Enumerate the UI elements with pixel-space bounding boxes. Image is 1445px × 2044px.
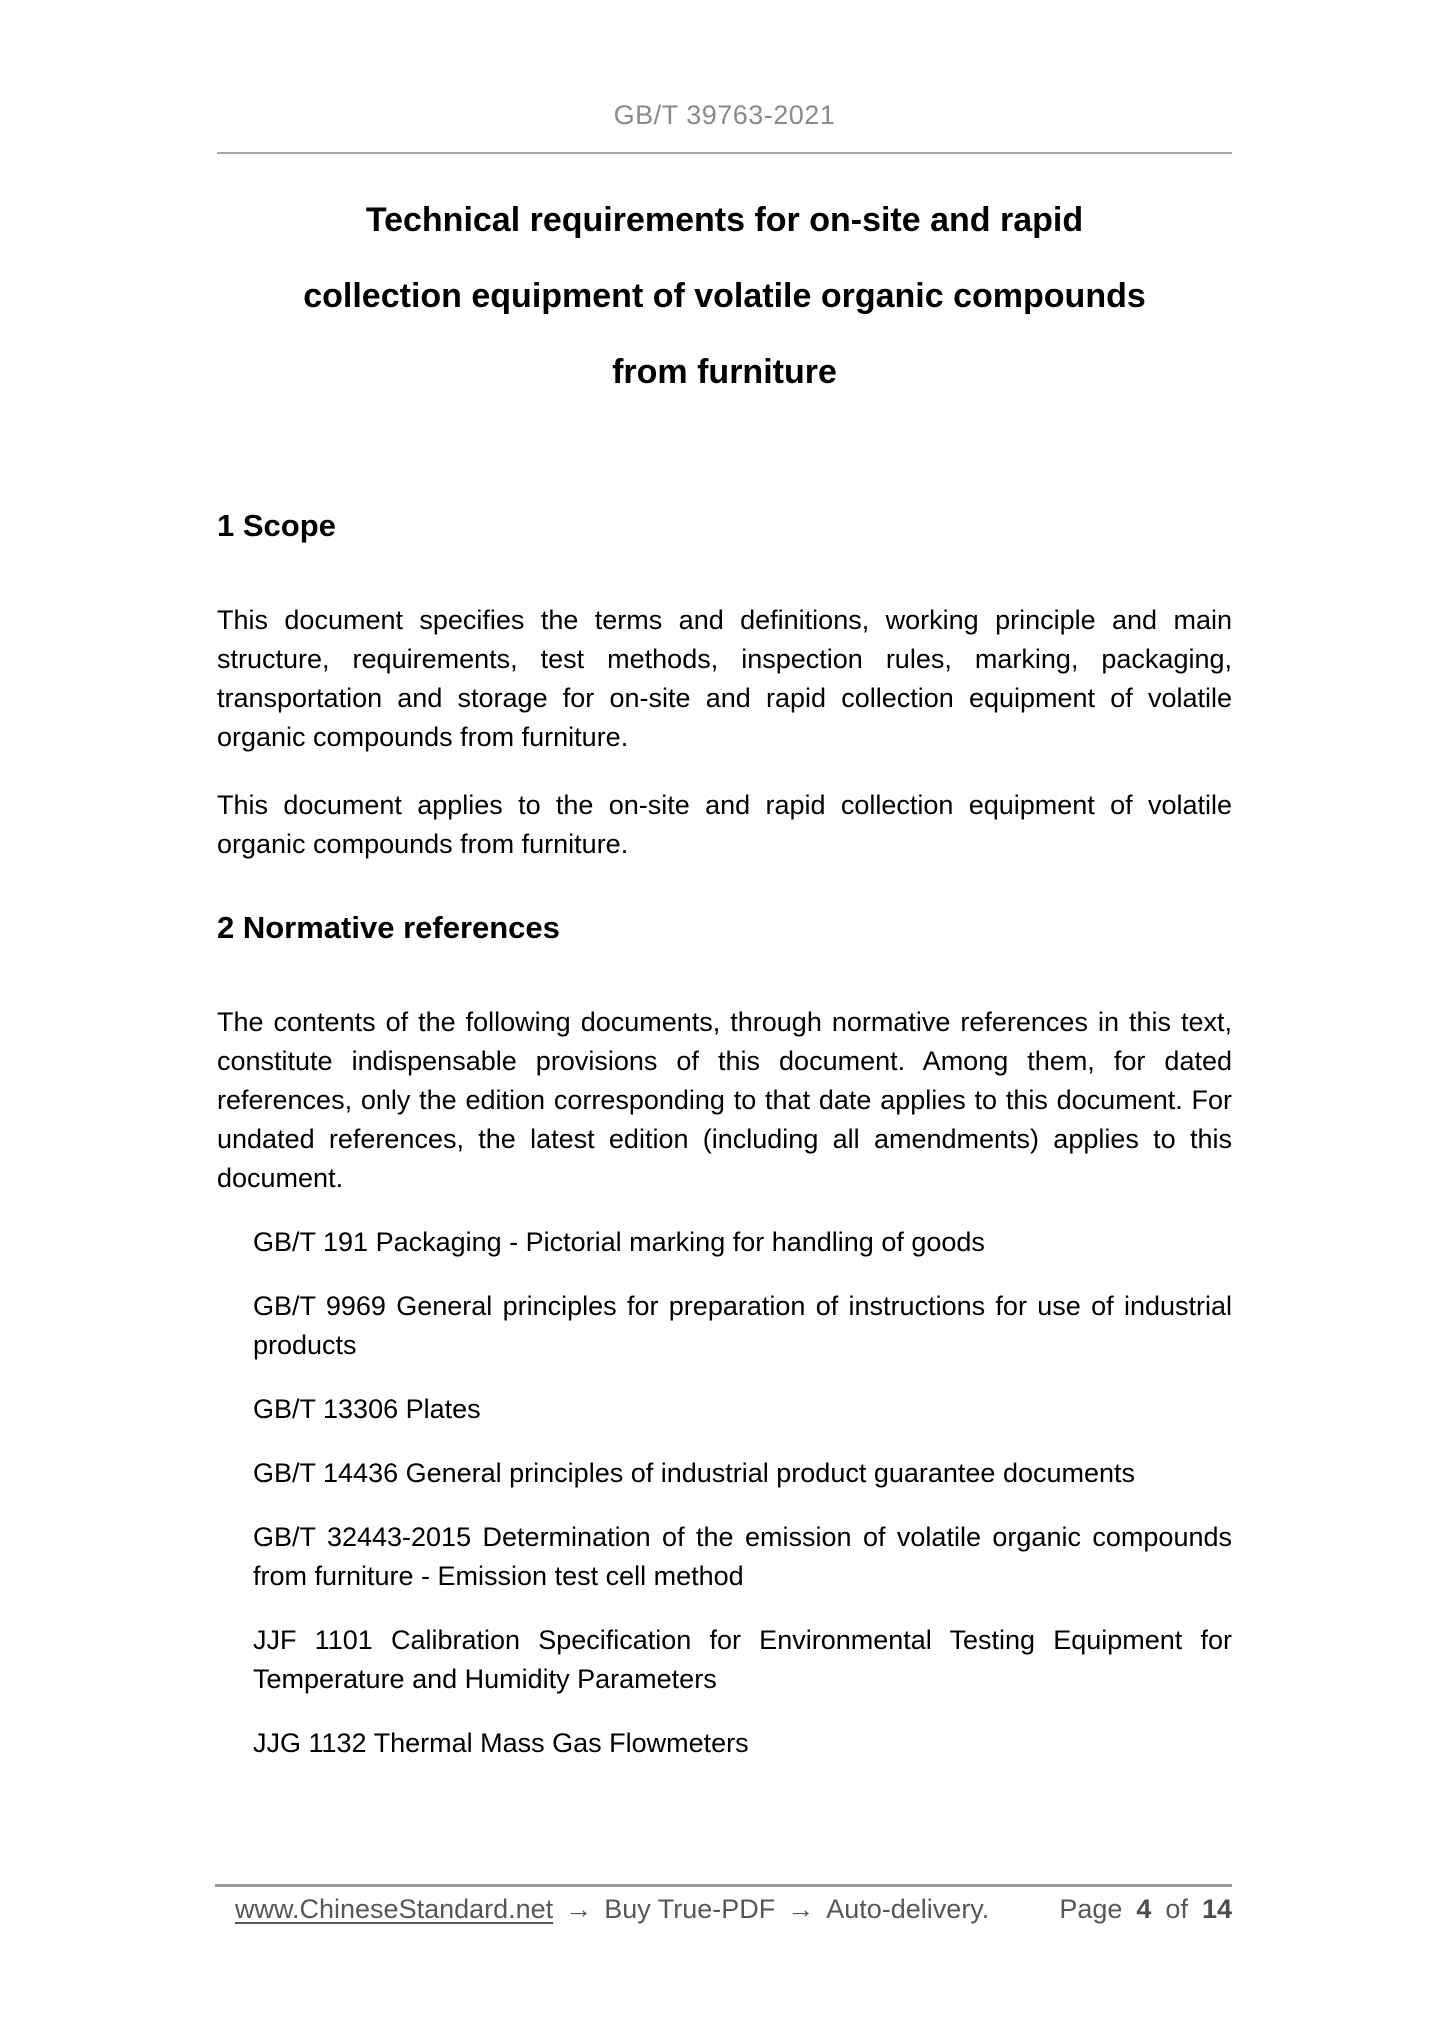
footer-page-current: 4 [1136,1894,1152,1924]
title-line-1: Technical requirements for on-site and rapid [365,201,1084,239]
reference-item: GB/T 191 Packaging - Pictorial marking for handling of goods [253,1227,985,1257]
reference-item: GB/T 13306 Plates [253,1394,481,1424]
reference-item: GB/T 14436 General principles of industrial product guarantee documents [253,1458,1136,1488]
reference-item: GB/T 9969 General principles for preparation of instructions for use of industrial products [253,1291,1232,1360]
heading-scope: 1 Scope [217,508,336,543]
normative-intro-paragraph: The contents of the following documents, through normative references in this text, constitute indispensable provisions of this document. Among them, for dated references, only the edition corresponding to that date applies to this document. For undated references, the latest edition (including all amendments) applies to this document. [217,1007,1232,1193]
page-footer [215,1884,1232,1926]
document-title [217,182,1232,410]
arrow-right-icon: → [565,1894,593,1924]
title-line-2: collection equipment of volatile organic compounds [303,277,1146,315]
chinesestandard-link[interactable]: www.ChineseStandard.net [235,1894,554,1924]
scope-paragraph-1: This document specifies the terms and definitions, working principle and main structure, requirements, test methods, inspection rules, marking, packaging, transportation and storage for on-site and rapid collection equipment of volatile organic compounds from furniture. [217,605,1232,752]
normative-reference-list [217,1223,1232,1763]
arrow-right-icon: → [787,1894,815,1924]
scope-paragraph-2: This document applies to the on-site and rapid collection equipment of volatile organic compounds from furniture. [217,790,1232,859]
footer-delivery-text: Auto-delivery. [826,1894,990,1924]
header-doc-number: GB/T 39763-2021 [613,100,836,130]
footer-page-indicator [1059,1892,1232,1926]
footer-of-label: of [1165,1894,1188,1924]
footer-page-label: Page [1059,1894,1123,1924]
footer-row [215,1892,1232,1926]
title-line-3: from furniture [612,353,837,391]
footer-page-total: 14 [1201,1894,1232,1924]
header-rule [217,152,1232,154]
footer-buy-text: Buy True-PDF [604,1894,776,1924]
reference-item: GB/T 32443-2015 Determination of the emission of volatile organic compounds from furniture - Emission test cell method [253,1522,1232,1591]
reference-item: JJF 1101 Calibration Specification for Environmental Testing Equipment for Temperature and Humidity Parameters [253,1625,1232,1694]
footer-left-group [235,1892,989,1926]
heading-normative-references: 2 Normative references [217,910,560,945]
reference-item: JJG 1132 Thermal Mass Gas Flowmeters [253,1728,749,1758]
